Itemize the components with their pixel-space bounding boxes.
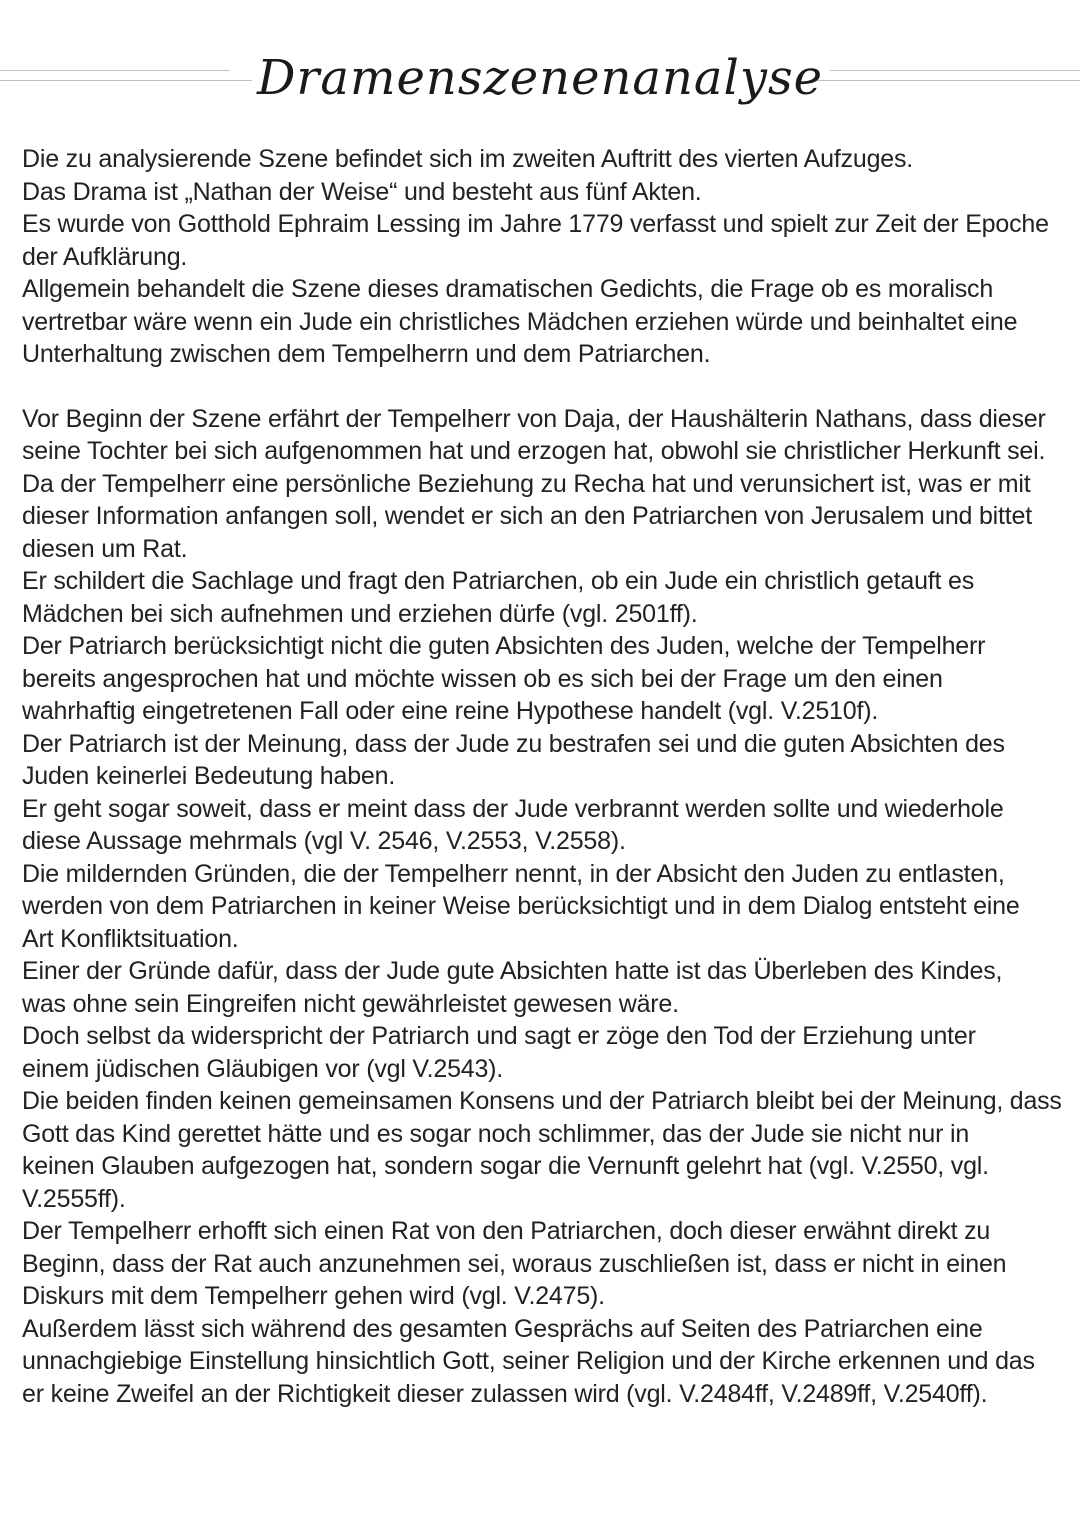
text-line: Da der Tempelherr eine persönliche Beziehung zu Recha hat und verunsichert ist, was er mit bbox=[22, 469, 1031, 498]
text-line: Gott das Kind gerettet hätte und es sogar noch schlimmer, das der Jude sie nicht nur in bbox=[22, 1119, 970, 1148]
text-line: Beginn, dass der Rat auch anzunehmen sei, woraus zuschließen ist, dass er nicht in einen bbox=[22, 1249, 1007, 1278]
text-line: Außerdem lässt sich während des gesamten Gesprächs auf Seiten des Patriarchen eine bbox=[22, 1314, 983, 1343]
text-line: Er schildert die Sachlage und fragt den Patriarchen, ob ein Jude ein christlich getauft es bbox=[22, 567, 975, 595]
text-line: Er geht sogar soweit, dass er meint dass der Jude verbrannt werden sollte und wiederhole bbox=[22, 794, 1004, 823]
text-line: seine Tochter bei sich aufgenommen hat und erzogen hat, obwohl sie christlicher Herkunft sei. bbox=[22, 437, 1046, 465]
text-line: Einer der Gründe dafür, dass der Jude gute Absichten hatte ist das Überleben des Kindes, bbox=[22, 957, 1003, 985]
text-line: Der Tempelherr erhofft sich einen Rat von den Patriarchen, doch dieser erwähnt direkt zu bbox=[22, 1217, 991, 1245]
text-line: Juden keinerlei Bedeutung haben. bbox=[22, 762, 396, 790]
text-line: Der Patriarch ist der Meinung, dass der Jude zu bestrafen sei und die guten Absichten des bbox=[22, 729, 1005, 758]
page-header bbox=[0, 48, 1080, 148]
text-line: Diskurs mit dem Tempelherr gehen wird (vgl. V.2475). bbox=[22, 1282, 605, 1310]
text-line: Mädchen bei sich aufnehmen und erziehen dürfe (vgl. 2501ff). bbox=[22, 599, 698, 628]
text-line: einem jüdischen Gläubigen vor (vgl V.2543). bbox=[22, 1054, 504, 1083]
text-line: wahrhaftig eingetretenen Fall oder eine reine Hypothese handelt (vgl. V.2510f). bbox=[22, 697, 879, 725]
text-line: Es wurde von Gotthold Ephraim Lessing im Jahre 1779 verfasst und spielt zur Zeit der Epoche bbox=[22, 210, 1049, 238]
text-line: Allgemein behandelt die Szene dieses dramatischen Gedichts, die Frage ob es moralisch bbox=[22, 275, 994, 303]
text-line: werden von dem Patriarchen in keiner Weise berücksichtigt und in dem Dialog entsteht eine bbox=[22, 892, 1020, 920]
text-line: diesen um Rat. bbox=[22, 534, 188, 563]
text-line: dieser Information anfangen soll, wendet er sich an den Patriarchen von Jerusalem und bittet bbox=[22, 502, 1032, 530]
text-line: Vor Beginn der Szene erfährt der Tempelherr von Daja, der Haushälterin Nathans, dass dieser bbox=[22, 404, 1046, 433]
paragraph-introduction bbox=[22, 143, 1062, 371]
text-line: was ohne sein Eingreifen nicht gewährleistet gewesen wäre. bbox=[22, 989, 679, 1018]
text-line: keinen Glauben aufgezogen hat, sondern sogar die Vernunft gelehrt hat (vgl. V.2550, vgl. bbox=[22, 1152, 989, 1180]
text-line: vertretbar wäre wenn ein Jude ein christliches Mädchen erziehen würde und beinhaltet eine bbox=[22, 307, 1018, 336]
text-line: Art Konfliktsituation. bbox=[22, 924, 239, 953]
text-line: bereits angesprochen hat und möchte wissen ob es sich bei der Frage um den einen bbox=[22, 664, 943, 693]
text-line: V.2555ff). bbox=[22, 1184, 126, 1213]
text-line: Doch selbst da widerspricht der Patriarch und sagt er zöge den Tod der Erziehung unter bbox=[22, 1022, 976, 1050]
text-line: diese Aussage mehrmals (vgl V. 2546, V.2553, V.2558). bbox=[22, 827, 626, 855]
document-body bbox=[22, 143, 1062, 1410]
text-line: Das Drama ist „Nathan der Weise“ und besteht aus fünf Akten. bbox=[22, 177, 702, 206]
text-line: Unterhaltung zwischen dem Tempelherrn und dem Patriarchen. bbox=[22, 340, 711, 368]
text-line: Der Patriarch berücksichtigt nicht die guten Absichten des Juden, welche der Tempelherr bbox=[22, 632, 986, 660]
text-line: Die zu analysierende Szene befindet sich im zweiten Auftritt des vierten Aufzuges. bbox=[22, 145, 914, 173]
text-line: er keine Zweifel an der Richtigkeit dieser zulassen wird (vgl. V.2484ff, V.2489ff, V.2540ff). bbox=[22, 1379, 988, 1408]
page-title: Dramenszenenanalyse bbox=[256, 50, 824, 106]
text-line: unnachgiebige Einstellung hinsichtlich Gott, seiner Religion und der Kirche erkennen und das bbox=[22, 1347, 1035, 1375]
text-line: Die mildernden Gründen, die der Tempelherr nennt, in der Absicht den Juden zu entlasten, bbox=[22, 859, 1005, 888]
text-line: Die beiden finden keinen gemeinsamen Konsens und der Patriarch bleibt bei der Meinung, dass bbox=[22, 1087, 1062, 1115]
paragraph-analysis bbox=[22, 403, 1062, 1411]
text-line: der Aufklärung. bbox=[22, 242, 188, 271]
